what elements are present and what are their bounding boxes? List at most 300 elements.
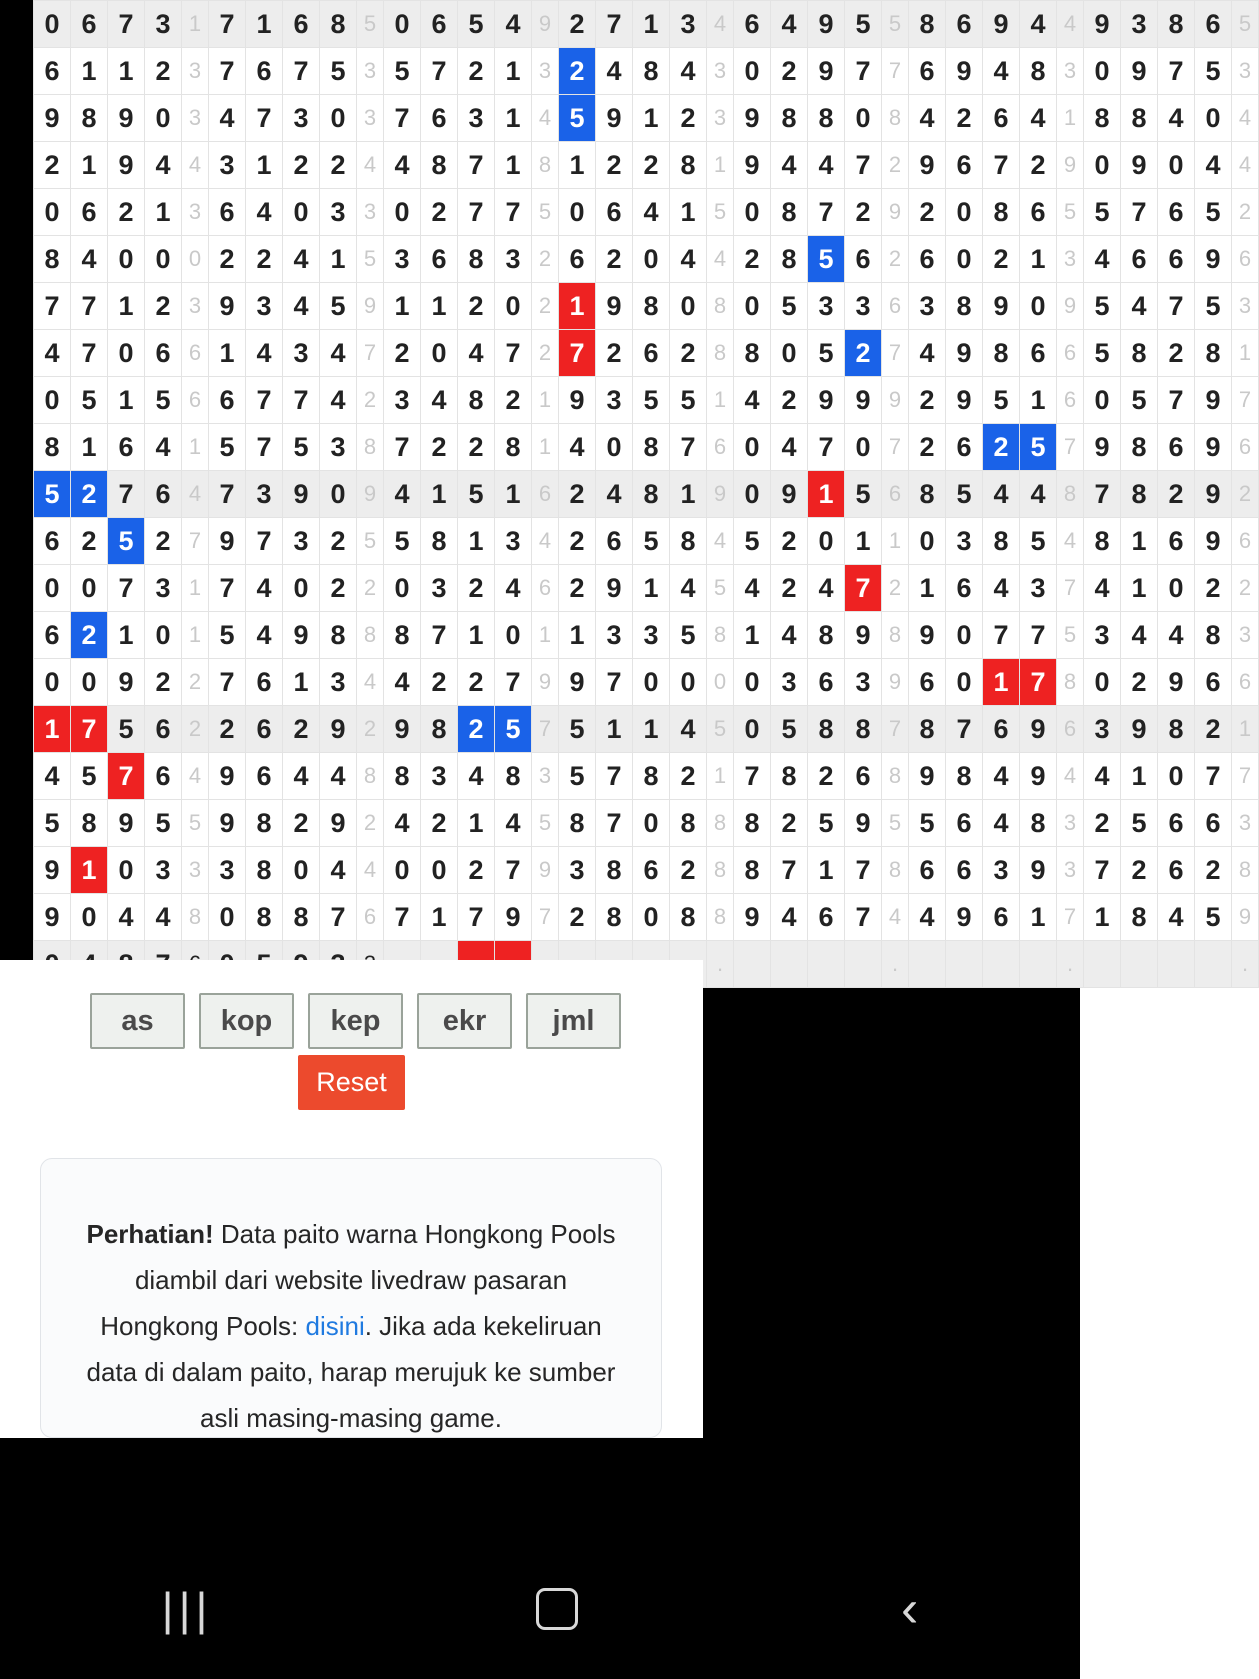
paito-digit-cell[interactable]: 5 <box>209 612 246 659</box>
paito-digit-cell[interactable]: 4 <box>384 142 421 189</box>
paito-digit-cell[interactable]: 7 <box>1084 847 1121 894</box>
paito-digit-cell[interactable]: 4 <box>909 894 946 941</box>
paito-digit-cell[interactable]: 4 <box>145 142 182 189</box>
paito-digit-cell[interactable]: 5 <box>71 753 108 800</box>
filter-button-kep[interactable]: kep <box>308 993 403 1049</box>
paito-digit-cell[interactable]: 4 <box>596 471 633 518</box>
paito-digit-cell[interactable]: 0 <box>34 189 71 236</box>
paito-digit-cell[interactable]: 0 <box>34 377 71 424</box>
paito-digit-cell[interactable]: 9 <box>1084 424 1121 471</box>
paito-digit-cell[interactable] <box>946 941 983 988</box>
paito-digit-cell[interactable]: 4 <box>670 706 707 753</box>
paito-digit-cell[interactable]: 1 <box>1121 565 1158 612</box>
paito-digit-cell[interactable]: 5 <box>559 706 596 753</box>
paito-digit-cell[interactable]: 7 <box>845 894 882 941</box>
paito-digit-cell[interactable]: 0 <box>34 1 71 48</box>
paito-digit-cell[interactable]: 4 <box>1158 894 1195 941</box>
paito-digit-cell[interactable]: 9 <box>909 612 946 659</box>
paito-digit-cell[interactable]: 2 <box>421 800 458 847</box>
paito-digit-cell[interactable]: 8 <box>71 800 108 847</box>
paito-digit-cell[interactable]: 2 <box>771 800 808 847</box>
paito-digit-cell[interactable]: 0 <box>1084 48 1121 95</box>
paito-digit-cell[interactable]: 4 <box>421 377 458 424</box>
paito-digit-cell[interactable]: 1 <box>495 95 532 142</box>
paito-digit-cell[interactable]: 8 <box>384 612 421 659</box>
paito-digit-cell[interactable]: 8 <box>670 894 707 941</box>
paito-digit-cell[interactable]: 8 <box>1020 800 1057 847</box>
paito-digit-cell[interactable]: 3 <box>495 236 532 283</box>
paito-digit-cell[interactable]: 7 <box>495 659 532 706</box>
paito-digit-cell[interactable]: 7 <box>596 659 633 706</box>
paito-digit-cell[interactable]: 2 <box>145 283 182 330</box>
paito-digit-cell[interactable]: 2 <box>1195 706 1232 753</box>
paito-digit-cell[interactable]: 7 <box>983 142 1020 189</box>
paito-digit-cell[interactable]: 3 <box>320 424 357 471</box>
paito-digit-cell[interactable]: 1 <box>983 659 1020 706</box>
paito-digit-cell[interactable]: 2 <box>71 612 108 659</box>
paito-digit-cell[interactable]: 8 <box>421 142 458 189</box>
paito-digit-cell[interactable]: 9 <box>946 894 983 941</box>
paito-digit-cell[interactable]: 4 <box>1084 236 1121 283</box>
paito-digit-cell[interactable]: 1 <box>670 189 707 236</box>
paito-digit-cell[interactable]: 6 <box>246 48 283 95</box>
paito-digit-cell[interactable]: 0 <box>946 236 983 283</box>
paito-digit-cell[interactable]: 0 <box>559 189 596 236</box>
paito-digit-cell[interactable]: 0 <box>670 659 707 706</box>
paito-digit-cell[interactable]: 7 <box>946 706 983 753</box>
paito-digit-cell[interactable]: 7 <box>845 142 882 189</box>
paito-digit-cell[interactable]: 6 <box>983 95 1020 142</box>
paito-digit-cell[interactable]: 8 <box>670 142 707 189</box>
paito-digit-cell[interactable]: 1 <box>808 471 845 518</box>
paito-digit-cell[interactable]: 0 <box>596 424 633 471</box>
paito-digit-cell[interactable]: 1 <box>71 847 108 894</box>
paito-digit-cell[interactable]: 7 <box>458 894 495 941</box>
paito-digit-cell[interactable]: 6 <box>209 377 246 424</box>
paito-digit-cell[interactable]: 2 <box>458 659 495 706</box>
paito-digit-cell[interactable]: 6 <box>946 1 983 48</box>
paito-digit-cell[interactable]: 1 <box>1020 236 1057 283</box>
paito-digit-cell[interactable]: 6 <box>909 236 946 283</box>
paito-digit-cell[interactable]: 6 <box>633 847 670 894</box>
paito-digit-cell[interactable]: 2 <box>771 518 808 565</box>
paito-digit-cell[interactable]: 7 <box>71 283 108 330</box>
paito-digit-cell[interactable]: 7 <box>209 48 246 95</box>
paito-digit-cell[interactable]: 1 <box>559 612 596 659</box>
paito-digit-cell[interactable]: 1 <box>421 471 458 518</box>
paito-digit-cell[interactable]: 6 <box>283 1 320 48</box>
paito-digit-cell[interactable]: 6 <box>1158 236 1195 283</box>
paito-digit-cell[interactable]: 0 <box>71 659 108 706</box>
paito-digit-cell[interactable]: 8 <box>808 706 845 753</box>
paito-digit-cell[interactable]: 7 <box>384 894 421 941</box>
paito-digit-cell[interactable]: 9 <box>596 565 633 612</box>
paito-digit-cell[interactable]: 5 <box>1084 330 1121 377</box>
paito-digit-cell[interactable]: 6 <box>1121 236 1158 283</box>
paito-digit-cell[interactable]: 9 <box>209 753 246 800</box>
paito-digit-cell[interactable]: 4 <box>771 1 808 48</box>
paito-digit-cell[interactable]: 3 <box>633 612 670 659</box>
paito-digit-cell[interactable]: 8 <box>771 189 808 236</box>
paito-digit-cell[interactable]: 6 <box>734 1 771 48</box>
paito-digit-cell[interactable]: 2 <box>145 48 182 95</box>
paito-digit-cell[interactable]: 9 <box>209 800 246 847</box>
paito-digit-cell[interactable]: 1 <box>559 283 596 330</box>
paito-digit-cell[interactable]: 2 <box>34 142 71 189</box>
paito-digit-cell[interactable]: 3 <box>145 565 182 612</box>
paito-digit-cell[interactable]: 2 <box>909 424 946 471</box>
paito-digit-cell[interactable]: 3 <box>495 518 532 565</box>
paito-digit-cell[interactable]: 0 <box>108 847 145 894</box>
paito-digit-cell[interactable]: 2 <box>283 800 320 847</box>
paito-digit-cell[interactable]: 4 <box>320 377 357 424</box>
paito-digit-cell[interactable]: 0 <box>71 894 108 941</box>
paito-digit-cell[interactable]: 6 <box>559 236 596 283</box>
paito-digit-cell[interactable]: 8 <box>320 1 357 48</box>
paito-digit-cell[interactable]: 5 <box>145 377 182 424</box>
paito-digit-cell[interactable]: 9 <box>209 518 246 565</box>
paito-digit-cell[interactable]: 9 <box>845 377 882 424</box>
paito-digit-cell[interactable]: 2 <box>670 847 707 894</box>
paito-digit-cell[interactable]: 6 <box>1158 847 1195 894</box>
paito-digit-cell[interactable]: 0 <box>1158 142 1195 189</box>
paito-digit-cell[interactable]: 7 <box>1195 753 1232 800</box>
paito-digit-cell[interactable]: 6 <box>909 48 946 95</box>
paito-digit-cell[interactable]: 9 <box>1195 236 1232 283</box>
paito-digit-cell[interactable]: 0 <box>771 330 808 377</box>
paito-digit-cell[interactable]: 7 <box>458 189 495 236</box>
paito-digit-cell[interactable]: 4 <box>320 847 357 894</box>
paito-digit-cell[interactable]: 6 <box>946 142 983 189</box>
paito-digit-cell[interactable]: 0 <box>1195 95 1232 142</box>
paito-digit-cell[interactable]: 0 <box>421 330 458 377</box>
paito-digit-cell[interactable]: 2 <box>145 659 182 706</box>
paito-digit-cell[interactable]: 3 <box>845 283 882 330</box>
paito-digit-cell[interactable]: 6 <box>34 612 71 659</box>
paito-digit-cell[interactable]: 7 <box>320 894 357 941</box>
paito-digit-cell[interactable]: 3 <box>1121 1 1158 48</box>
paito-digit-cell[interactable]: 7 <box>283 48 320 95</box>
paito-digit-cell[interactable]: 9 <box>808 377 845 424</box>
paito-digit-cell[interactable]: 4 <box>384 471 421 518</box>
paito-digit-cell[interactable]: 9 <box>559 659 596 706</box>
paito-digit-cell[interactable]: 4 <box>771 142 808 189</box>
paito-digit-cell[interactable]: 6 <box>71 189 108 236</box>
paito-digit-cell[interactable]: 2 <box>845 330 882 377</box>
paito-digit-cell[interactable]: 6 <box>1020 330 1057 377</box>
paito-digit-cell[interactable]: 4 <box>1158 612 1195 659</box>
paito-digit-cell[interactable]: 7 <box>421 48 458 95</box>
paito-digit-cell[interactable]: 8 <box>384 753 421 800</box>
paito-digit-cell[interactable]: 9 <box>1158 659 1195 706</box>
paito-digit-cell[interactable]: 1 <box>633 1 670 48</box>
paito-digit-cell[interactable]: 4 <box>1121 612 1158 659</box>
paito-digit-cell[interactable]: 1 <box>596 706 633 753</box>
paito-digit-cell[interactable]: 0 <box>1158 565 1195 612</box>
paito-digit-cell[interactable]: 2 <box>1195 847 1232 894</box>
paito-digit-cell[interactable]: 8 <box>633 283 670 330</box>
paito-digit-cell[interactable]: 4 <box>495 565 532 612</box>
paito-digit-cell[interactable]: 7 <box>209 659 246 706</box>
paito-digit-cell[interactable]: 5 <box>734 518 771 565</box>
paito-digit-cell[interactable]: 7 <box>670 424 707 471</box>
paito-digit-cell[interactable]: 2 <box>108 189 145 236</box>
paito-digit-cell[interactable]: 8 <box>808 612 845 659</box>
paito-digit-cell[interactable]: 1 <box>1020 377 1057 424</box>
paito-digit-cell[interactable]: 7 <box>808 424 845 471</box>
paito-digit-cell[interactable]: 7 <box>71 330 108 377</box>
paito-digit-cell[interactable]: 0 <box>320 471 357 518</box>
paito-digit-cell[interactable]: 5 <box>71 377 108 424</box>
paito-digit-cell[interactable]: 5 <box>384 48 421 95</box>
paito-digit-cell[interactable]: 9 <box>1195 471 1232 518</box>
paito-digit-cell[interactable]: 0 <box>145 95 182 142</box>
paito-digit-cell[interactable]: 0 <box>1084 377 1121 424</box>
paito-digit-cell[interactable]: 2 <box>559 1 596 48</box>
paito-digit-cell[interactable]: 7 <box>596 800 633 847</box>
paito-digit-cell[interactable]: 9 <box>283 612 320 659</box>
paito-digit-cell[interactable]: 4 <box>1158 95 1195 142</box>
paito-digit-cell[interactable] <box>1084 941 1121 988</box>
paito-digit-cell[interactable]: 2 <box>384 330 421 377</box>
paito-digit-cell[interactable]: 3 <box>421 565 458 612</box>
paito-digit-cell[interactable]: 1 <box>670 471 707 518</box>
paito-digit-cell[interactable]: 6 <box>983 706 1020 753</box>
paito-digit-cell[interactable]: 4 <box>34 753 71 800</box>
paito-digit-cell[interactable]: 8 <box>1020 48 1057 95</box>
paito-digit-cell[interactable]: 2 <box>808 753 845 800</box>
paito-digit-cell[interactable]: 4 <box>596 48 633 95</box>
paito-digit-cell[interactable]: 8 <box>596 847 633 894</box>
paito-digit-cell[interactable]: 8 <box>1121 471 1158 518</box>
paito-digit-cell[interactable]: 0 <box>108 330 145 377</box>
paito-digit-cell[interactable]: 8 <box>771 753 808 800</box>
paito-digit-cell[interactable] <box>771 941 808 988</box>
paito-digit-cell[interactable]: 8 <box>596 894 633 941</box>
paito-digit-cell[interactable]: 8 <box>1158 706 1195 753</box>
paito-digit-cell[interactable]: 2 <box>596 236 633 283</box>
paito-digit-cell[interactable]: 6 <box>246 706 283 753</box>
paito-digit-cell[interactable]: 8 <box>1195 330 1232 377</box>
paito-digit-cell[interactable]: 8 <box>559 800 596 847</box>
paito-digit-cell[interactable]: 0 <box>1158 753 1195 800</box>
paito-digit-cell[interactable]: 7 <box>1020 612 1057 659</box>
reset-button[interactable]: Reset <box>298 1055 405 1110</box>
paito-digit-cell[interactable]: 3 <box>1020 565 1057 612</box>
paito-digit-cell[interactable]: 6 <box>946 424 983 471</box>
paito-digit-cell[interactable]: 2 <box>209 706 246 753</box>
paito-digit-cell[interactable]: 9 <box>946 48 983 95</box>
home-icon[interactable] <box>536 1588 578 1630</box>
paito-digit-cell[interactable]: 8 <box>1121 424 1158 471</box>
paito-digit-cell[interactable]: 7 <box>495 189 532 236</box>
paito-digit-cell[interactable]: 9 <box>320 706 357 753</box>
paito-digit-cell[interactable]: 9 <box>983 283 1020 330</box>
paito-digit-cell[interactable]: 1 <box>495 48 532 95</box>
paito-digit-cell[interactable]: 2 <box>1195 565 1232 612</box>
paito-digit-cell[interactable]: 1 <box>108 48 145 95</box>
paito-digit-cell[interactable]: 5 <box>1020 424 1057 471</box>
filter-button-ekr[interactable]: ekr <box>417 993 512 1049</box>
paito-digit-cell[interactable]: 4 <box>1121 283 1158 330</box>
paito-digit-cell[interactable]: 4 <box>320 753 357 800</box>
paito-digit-cell[interactable]: 8 <box>670 800 707 847</box>
paito-digit-cell[interactable]: 9 <box>34 894 71 941</box>
paito-digit-cell[interactable]: 2 <box>771 377 808 424</box>
paito-digit-cell[interactable]: 7 <box>983 612 1020 659</box>
paito-digit-cell[interactable]: 4 <box>320 330 357 377</box>
paito-digit-cell[interactable] <box>909 941 946 988</box>
paito-digit-cell[interactable]: 8 <box>458 236 495 283</box>
paito-digit-cell[interactable]: 0 <box>845 424 882 471</box>
paito-digit-cell[interactable]: 9 <box>320 800 357 847</box>
paito-digit-cell[interactable]: 4 <box>1020 1 1057 48</box>
paito-digit-cell[interactable]: 4 <box>559 424 596 471</box>
paito-digit-cell[interactable]: 8 <box>946 753 983 800</box>
paito-digit-cell[interactable]: 5 <box>633 377 670 424</box>
paito-digit-cell[interactable]: 8 <box>808 95 845 142</box>
paito-digit-cell[interactable]: 1 <box>633 95 670 142</box>
paito-digit-cell[interactable]: 7 <box>34 283 71 330</box>
paito-digit-cell[interactable]: 6 <box>145 706 182 753</box>
paito-digit-cell[interactable]: 8 <box>633 753 670 800</box>
paito-digit-cell[interactable]: 7 <box>108 1 145 48</box>
paito-digit-cell[interactable]: 7 <box>1020 659 1057 706</box>
paito-digit-cell[interactable]: 3 <box>283 95 320 142</box>
paito-digit-cell[interactable]: 8 <box>670 518 707 565</box>
paito-digit-cell[interactable]: 9 <box>34 847 71 894</box>
paito-digit-cell[interactable]: 7 <box>559 330 596 377</box>
paito-digit-cell[interactable]: 6 <box>1195 1 1232 48</box>
paito-digit-cell[interactable]: 3 <box>246 283 283 330</box>
paito-digit-cell[interactable]: 6 <box>1158 800 1195 847</box>
paito-digit-cell[interactable]: 2 <box>1158 330 1195 377</box>
paito-digit-cell[interactable]: 2 <box>559 894 596 941</box>
paito-digit-cell[interactable]: 8 <box>495 424 532 471</box>
paito-digit-cell[interactable]: 5 <box>209 424 246 471</box>
paito-digit-cell[interactable]: 5 <box>771 706 808 753</box>
paito-digit-cell[interactable]: 0 <box>34 659 71 706</box>
paito-digit-cell[interactable]: 0 <box>108 236 145 283</box>
paito-digit-cell[interactable]: 6 <box>1158 189 1195 236</box>
paito-digit-cell[interactable]: 7 <box>1158 283 1195 330</box>
paito-digit-cell[interactable]: 3 <box>320 659 357 706</box>
paito-digit-cell[interactable]: 8 <box>909 471 946 518</box>
notice-link[interactable]: disini <box>305 1311 365 1341</box>
paito-digit-cell[interactable] <box>1020 941 1057 988</box>
paito-digit-cell[interactable]: 8 <box>909 706 946 753</box>
paito-digit-cell[interactable]: 8 <box>71 95 108 142</box>
paito-digit-cell[interactable]: 4 <box>808 142 845 189</box>
paito-digit-cell[interactable]: 6 <box>1020 189 1057 236</box>
paito-digit-cell[interactable]: 8 <box>1121 894 1158 941</box>
paito-digit-cell[interactable]: 8 <box>633 48 670 95</box>
paito-digit-cell[interactable]: 6 <box>246 659 283 706</box>
paito-digit-cell[interactable]: 7 <box>108 471 145 518</box>
paito-digit-cell[interactable]: 1 <box>34 706 71 753</box>
paito-digit-cell[interactable]: 0 <box>283 189 320 236</box>
paito-digit-cell[interactable]: 9 <box>108 95 145 142</box>
paito-digit-cell[interactable]: 8 <box>458 377 495 424</box>
paito-digit-cell[interactable]: 9 <box>946 330 983 377</box>
paito-digit-cell[interactable]: 2 <box>559 565 596 612</box>
paito-digit-cell[interactable]: 4 <box>983 753 1020 800</box>
paito-table-container[interactable] <box>33 0 1252 988</box>
paito-digit-cell[interactable]: 2 <box>670 753 707 800</box>
paito-digit-cell[interactable]: 8 <box>421 706 458 753</box>
paito-digit-cell[interactable]: 6 <box>421 95 458 142</box>
paito-digit-cell[interactable]: 8 <box>734 330 771 377</box>
paito-digit-cell[interactable]: 9 <box>734 894 771 941</box>
paito-digit-cell[interactable]: 8 <box>946 283 983 330</box>
paito-digit-cell[interactable]: 3 <box>283 330 320 377</box>
paito-digit-cell[interactable]: 0 <box>495 283 532 330</box>
paito-digit-cell[interactable]: 6 <box>946 565 983 612</box>
paito-digit-cell[interactable]: 6 <box>808 659 845 706</box>
paito-digit-cell[interactable]: 5 <box>108 706 145 753</box>
paito-digit-cell[interactable]: 9 <box>909 753 946 800</box>
paito-digit-cell[interactable]: 6 <box>1195 800 1232 847</box>
paito-digit-cell[interactable]: 5 <box>384 518 421 565</box>
paito-digit-cell[interactable]: 6 <box>1158 518 1195 565</box>
paito-digit-cell[interactable]: 1 <box>845 518 882 565</box>
paito-digit-cell[interactable]: 8 <box>734 847 771 894</box>
paito-digit-cell[interactable] <box>1195 941 1232 988</box>
filter-button-jml[interactable]: jml <box>526 993 621 1049</box>
paito-digit-cell[interactable]: 9 <box>1121 142 1158 189</box>
paito-digit-cell[interactable]: 4 <box>771 612 808 659</box>
paito-digit-cell[interactable]: 5 <box>845 471 882 518</box>
paito-digit-cell[interactable]: 5 <box>559 95 596 142</box>
filter-button-as[interactable]: as <box>90 993 185 1049</box>
paito-digit-cell[interactable]: 0 <box>145 236 182 283</box>
paito-digit-cell[interactable]: 1 <box>421 894 458 941</box>
paito-digit-cell[interactable]: 2 <box>983 424 1020 471</box>
paito-digit-cell[interactable]: 9 <box>771 471 808 518</box>
paito-digit-cell[interactable]: 9 <box>1020 706 1057 753</box>
paito-digit-cell[interactable]: 2 <box>946 95 983 142</box>
paito-digit-cell[interactable]: 2 <box>845 189 882 236</box>
paito-digit-cell[interactable]: 4 <box>670 236 707 283</box>
paito-digit-cell[interactable]: 4 <box>983 565 1020 612</box>
paito-digit-cell[interactable]: 0 <box>734 189 771 236</box>
paito-digit-cell[interactable]: 6 <box>909 847 946 894</box>
paito-digit-cell[interactable]: 2 <box>559 518 596 565</box>
paito-digit-cell[interactable]: 3 <box>145 1 182 48</box>
paito-digit-cell[interactable]: 8 <box>1195 612 1232 659</box>
paito-digit-cell[interactable]: 7 <box>108 753 145 800</box>
paito-digit-cell[interactable]: 0 <box>946 189 983 236</box>
paito-digit-cell[interactable]: 3 <box>909 283 946 330</box>
paito-digit-cell[interactable]: 8 <box>845 706 882 753</box>
paito-digit-cell[interactable]: 3 <box>421 753 458 800</box>
paito-digit-cell[interactable]: 4 <box>983 471 1020 518</box>
paito-digit-cell[interactable]: 6 <box>421 236 458 283</box>
paito-digit-cell[interactable]: 2 <box>1121 847 1158 894</box>
paito-digit-cell[interactable]: 6 <box>209 189 246 236</box>
paito-digit-cell[interactable]: 2 <box>771 48 808 95</box>
paito-digit-cell[interactable]: 5 <box>633 518 670 565</box>
paito-digit-cell[interactable]: 9 <box>384 706 421 753</box>
paito-digit-cell[interactable]: 0 <box>384 847 421 894</box>
paito-digit-cell[interactable]: 4 <box>283 753 320 800</box>
paito-digit-cell[interactable]: 8 <box>1121 95 1158 142</box>
paito-digit-cell[interactable]: 4 <box>495 1 532 48</box>
paito-digit-cell[interactable]: 6 <box>596 189 633 236</box>
paito-digit-cell[interactable]: 7 <box>771 847 808 894</box>
paito-digit-cell[interactable]: 3 <box>209 847 246 894</box>
paito-digit-cell[interactable]: 2 <box>283 706 320 753</box>
